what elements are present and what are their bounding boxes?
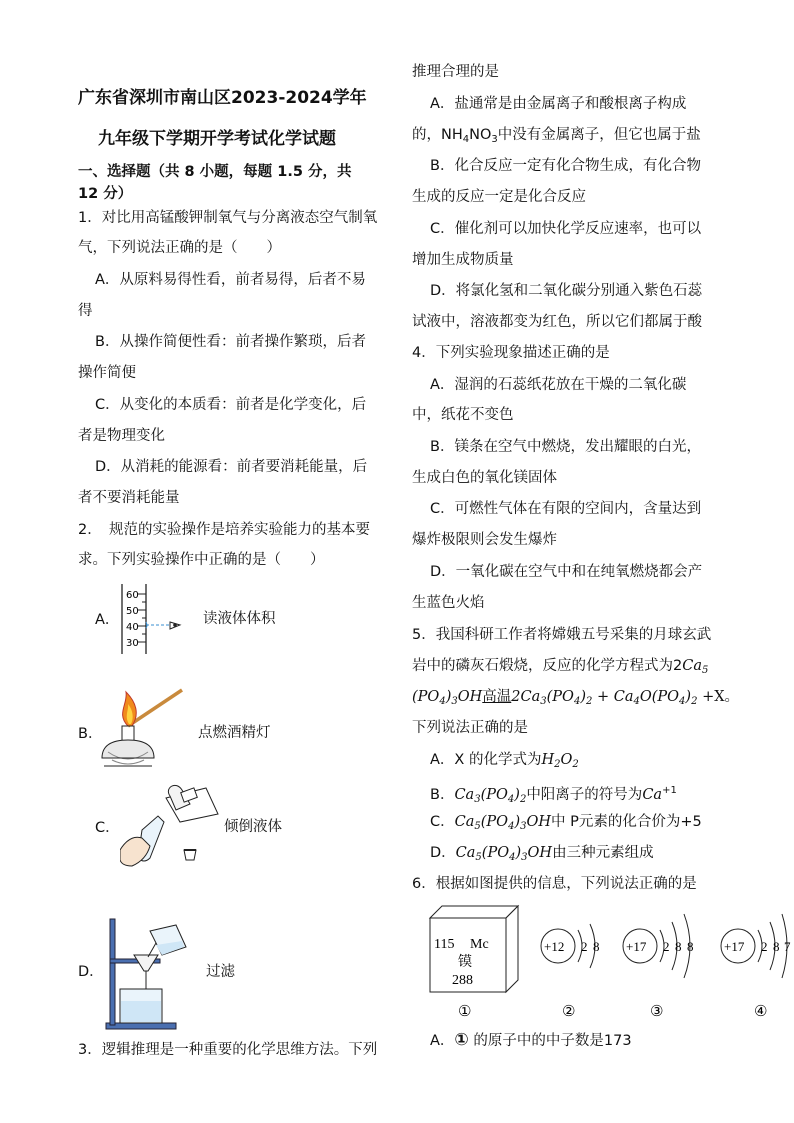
q6-option-a: A．① 的原子中的中子数是173 bbox=[430, 1030, 632, 1050]
q4-option-d-cont: 生蓝色火焰 bbox=[412, 595, 485, 611]
q2-stem-cont: 求。下列实验操作中正确的是（ ） bbox=[78, 552, 325, 568]
q1-option-d-cont: 者不要消耗能量 bbox=[78, 490, 180, 506]
q1-option-c: C．从变化的本质看：前者是化学变化，后 bbox=[95, 397, 367, 413]
atom-diagram-2 bbox=[541, 924, 600, 968]
q6-stem: 6．根据如图提供的信息，下列说法正确的是 bbox=[412, 876, 697, 892]
title-line-1: 广东省深圳市南山区2023-2024学年 bbox=[78, 88, 367, 108]
q5-stem-question: 下列说法正确的是 bbox=[412, 720, 528, 736]
q3-option-a: A．盐通常是由金属离子和酸根离子构成 bbox=[430, 96, 687, 112]
q4-option-a: A．湿润的石蕊纸花放在干燥的二氧化碳 bbox=[430, 377, 687, 393]
q4-stem: 4．下列实验现象描述正确的是 bbox=[412, 345, 610, 361]
atom3-shell-2: 8 bbox=[675, 939, 682, 954]
q5-stem-cont: 岩中的磷灰石煅烧，反应的化学方程式为$2Ca_5$ bbox=[412, 658, 709, 676]
q3-stem: 3．逻辑推理是一种重要的化学思维方法。下列 bbox=[78, 1042, 378, 1058]
tick-40: 40 bbox=[126, 622, 139, 633]
q5-option-c: C．$Ca_5(PO_4)_3OH$中 P元素的化合价为+5 bbox=[430, 814, 702, 832]
atom-diagram-3 bbox=[623, 914, 694, 978]
q1-option-a-cont: 得 bbox=[78, 303, 93, 319]
q2-option-a-label: A． bbox=[95, 612, 120, 628]
eye-icon bbox=[173, 623, 177, 627]
q3-option-c-cont: 增加生成物质量 bbox=[412, 252, 514, 268]
q4-option-a-cont: 中，纸花不变色 bbox=[412, 407, 514, 423]
filtration-figure bbox=[96, 915, 196, 1031]
q2-option-b-text: 点燃酒精灯 bbox=[198, 725, 271, 741]
q3-option-d-cont: 试液中，溶液都变为红色，所以它们都属于酸 bbox=[412, 314, 702, 330]
atom3-shell-3: 8 bbox=[687, 939, 694, 954]
figure-label-3: ③ bbox=[650, 1002, 664, 1020]
q5-stem: 5．我国科研工作者将嫦娥五号采集的月球玄武 bbox=[412, 627, 712, 643]
q4-option-b: B．镁条在空气中燃烧，发出耀眼的白光， bbox=[430, 439, 701, 455]
tick-60: 60 bbox=[126, 590, 139, 601]
element-box bbox=[430, 906, 518, 992]
q2-option-b-label: B． bbox=[78, 726, 103, 742]
element-name: 镆 bbox=[458, 954, 472, 970]
title-line-2: 九年级下学期开学考试化学试题 bbox=[98, 129, 336, 149]
graduated-cylinder-figure bbox=[118, 582, 198, 658]
atom2-nucleus: +12 bbox=[544, 939, 565, 954]
atom-structure-figure bbox=[420, 900, 794, 1024]
q1-option-b-cont: 操作简便 bbox=[78, 365, 136, 381]
q3-option-a-cont: 的，$NH_4NO_3$中没有金属离子，但它也属于盐 bbox=[412, 127, 701, 145]
q2-option-c-text: 倾倒液体 bbox=[224, 819, 282, 835]
atom3-shell-1: 2 bbox=[663, 939, 670, 954]
q2-stem: 2． 规范的实验操作是培养实验能力的基本要 bbox=[78, 522, 370, 538]
atom4-shell-1: 2 bbox=[761, 939, 768, 954]
tick-50: 50 bbox=[126, 606, 139, 617]
q5-option-a: A．X 的化学式为$H_2O_2$ bbox=[430, 752, 579, 770]
q2-option-a-text: 读液体体积 bbox=[203, 611, 276, 627]
q4-option-b-cont: 生成白色的氧化镁固体 bbox=[412, 470, 557, 486]
q2-option-c-label: C． bbox=[95, 820, 120, 836]
q5-equation: $(PO_4)_3OH$高温$2Ca_3(PO_4)_2 + Ca_4O(PO_4)_2 +X$。 bbox=[412, 689, 740, 707]
element-number: 115 bbox=[434, 937, 455, 952]
atom2-shell-2: 8 bbox=[593, 939, 600, 954]
q2-option-d-label: D． bbox=[78, 964, 104, 980]
q1-option-c-cont: 者是物理变化 bbox=[78, 428, 165, 444]
atom-diagram-4 bbox=[721, 914, 791, 978]
pouring-liquid-figure bbox=[120, 780, 230, 870]
figure-label-1: ① bbox=[458, 1002, 472, 1020]
atom4-nucleus: +17 bbox=[724, 939, 745, 954]
q5-option-b: B．$Ca_3(PO_4)_2$中阳离子的符号为$Ca^{+1}$ bbox=[430, 785, 677, 805]
q4-option-d: D．一氧化碳在空气中和在纯氧燃烧都会产 bbox=[430, 564, 703, 580]
section-heading-cont: 12 分） bbox=[78, 186, 133, 202]
atom4-shell-3: 7 bbox=[784, 939, 791, 954]
atom4-shell-2: 8 bbox=[773, 939, 780, 954]
element-mass: 288 bbox=[452, 973, 473, 988]
q3-option-b: B．化合反应一定有化合物生成，有化合物 bbox=[430, 158, 701, 174]
tick-30: 30 bbox=[126, 638, 139, 649]
q4-option-c-cont: 爆炸极限则会发生爆炸 bbox=[412, 532, 557, 548]
figure-label-2: ② bbox=[562, 1002, 576, 1020]
hand-icon bbox=[120, 837, 150, 866]
q5-option-d: D．$Ca_5(PO_4)_3OH$由三种元素组成 bbox=[430, 845, 654, 863]
figure-label-4: ④ bbox=[754, 1002, 768, 1020]
atom2-shell-1: 2 bbox=[581, 939, 588, 954]
q1-stem-cont: 气，下列说法正确的是（ ） bbox=[78, 240, 281, 256]
element-symbol: Mc bbox=[470, 937, 489, 952]
q1-option-d: D．从消耗的能源看：前者要消耗能量，后 bbox=[95, 459, 368, 475]
atom3-nucleus: +17 bbox=[626, 939, 647, 954]
q1-option-a: A．从原料易得性看，前者易得，后者不易 bbox=[95, 272, 366, 288]
alcohol-lamp-figure bbox=[98, 680, 184, 772]
q3-stem-cont: 推理合理的是 bbox=[412, 64, 499, 80]
q3-option-c: C．催化剂可以加快化学反应速率，也可以 bbox=[430, 221, 702, 237]
q4-option-c: C．可燃性气体在有限的空间内，含量达到 bbox=[430, 501, 702, 517]
q3-option-b-cont: 生成的反应一定是化合反应 bbox=[412, 189, 586, 205]
section-heading: 一、选择题（共 8 小题，每题 1.5 分，共 bbox=[78, 164, 352, 180]
q1-stem: 1．对比用高锰酸钾制氧气与分离液态空气制氧 bbox=[78, 210, 378, 226]
q1-option-b: B．从操作简便性看：前者操作繁琐，后者 bbox=[95, 334, 366, 350]
q3-option-d: D．将氯化氢和二氧化碳分别通入紫色石蕊 bbox=[430, 283, 703, 299]
q2-option-d-text: 过滤 bbox=[206, 964, 235, 980]
